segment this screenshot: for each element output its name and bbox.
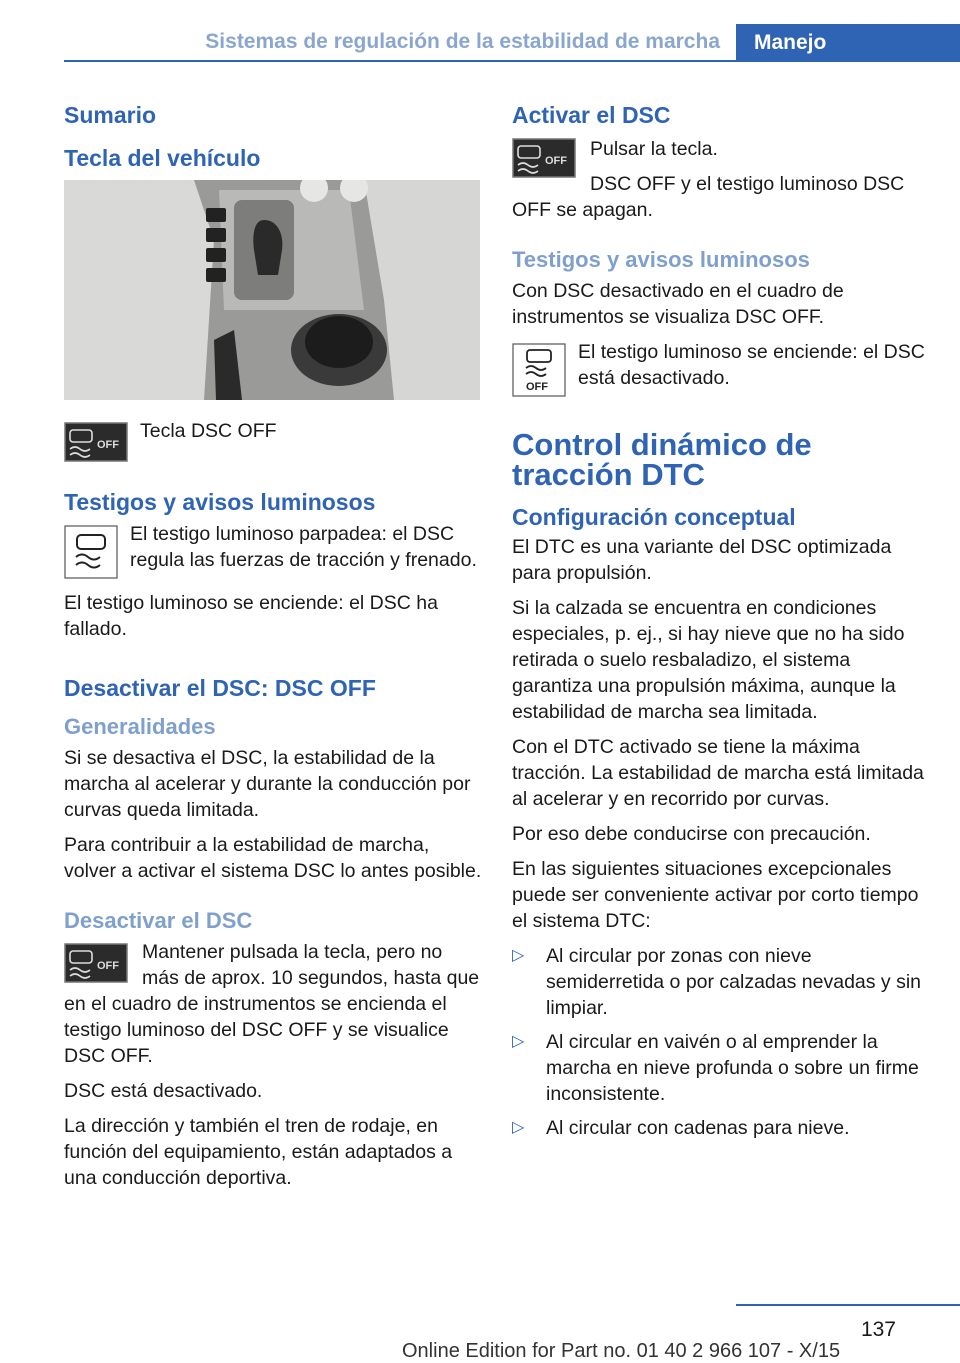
desactivar-block	[64, 939, 482, 1078]
sumario-heading: Sumario	[64, 102, 157, 128]
svg-text:OFF: OFF	[545, 155, 567, 167]
bullet-triangle-icon: ▷	[512, 1119, 525, 1136]
testigos-heading-left: Testigos y avisos luminosos	[64, 489, 376, 515]
footer-rule	[736, 1304, 960, 1306]
testigos-heading-right: Testigos y avisos luminosos	[512, 247, 810, 272]
dsc-off-key-row	[64, 418, 482, 467]
dsc-warning-icon	[64, 525, 118, 584]
generalidades-heading: Generalidades	[64, 714, 216, 739]
config-p2: Si la calzada se encuentra en condiciones especiales, p. ej., si hay nieve que no ha sido retirada o suelo resbaladizo, el sistema garantiza una propulsión máxima, aunque la estabilidad de marcha sea limitada.	[512, 597, 905, 723]
dsc-off-key-icon-2	[64, 943, 128, 988]
svg-text:OFF: OFF	[526, 381, 548, 393]
dtc-situation-list	[512, 943, 926, 1141]
footer-edition: Online Edition for Part no. 01 40 2 966 107 - X/15	[402, 1340, 841, 1362]
activar-p2: DSC OFF y el testigo luminoso DSC OFF se apagan.	[512, 173, 905, 221]
bullet-triangle-icon: ▷	[512, 947, 525, 964]
left-column	[64, 100, 482, 1200]
dsc-fault-text: El testigo luminoso se enciende: el DSC ha fallado.	[64, 592, 438, 640]
svg-text:OFF: OFF	[97, 960, 119, 972]
desactivar-heading: Desactivar el DSC: DSC OFF	[64, 675, 376, 701]
dtc-heading: Control dinámico de tracción DTC	[512, 427, 812, 492]
activar-heading: Activar el DSC	[512, 102, 671, 128]
config-heading: Configuración conceptual	[512, 504, 796, 530]
activar-p1: Pulsar la tecla.	[590, 138, 718, 160]
list-item: ▷ Al circular con cadenas para nieve.	[512, 1117, 850, 1139]
generalidades-p2: Para contribuir a la estabilidad de marcha, volver a activar el sistema DSC lo antes posible.	[64, 834, 482, 882]
desactivar-p2: DSC está desactivado.	[64, 1080, 263, 1102]
tecla-heading: Tecla del vehículo	[64, 145, 261, 171]
dsc-off-lamp-row	[512, 339, 926, 402]
dsc-flash-row	[64, 521, 482, 584]
list-item: ▷ Al circular en vaivén o al emprender la marcha en nieve profunda o sobre un firme inconsistente.	[512, 1031, 919, 1105]
desactivar-sub-heading: Desactivar el DSC	[64, 908, 253, 933]
bullet-triangle-icon: ▷	[512, 1033, 525, 1050]
center-console-photo	[64, 180, 480, 400]
right-column	[512, 100, 926, 1149]
header-section-title: Sistemas de regulación de la estabilidad de marcha	[205, 30, 720, 53]
config-p4: Por eso debe conducirse con precaución.	[512, 823, 871, 845]
dsc-flash-text: El testigo luminoso parpadea: el DSC regula las fuerzas de tracción y frenado.	[130, 523, 477, 571]
list-item: ▷ Al circular por zonas con nieve semiderretida o por calzadas nevadas y sin limpiar.	[512, 945, 922, 1019]
config-p3: Con el DTC activado se tiene la máxima tracción. La estabilidad de marcha está limitada al acelerar y en recorrido por curvas.	[512, 736, 924, 810]
svg-text:OFF: OFF	[97, 439, 119, 451]
dsc-off-key-caption: Tecla DSC OFF	[140, 420, 277, 442]
dsc-off-lamp-icon	[512, 343, 566, 402]
header-chapter-tab: Manejo	[736, 24, 960, 62]
dsc-off-lamp-text: El testigo luminoso se enciende: el DSC está desactivado.	[578, 341, 925, 389]
testigos-right-p1: Con DSC desactivado en el cuadro de instrumentos se visualiza DSC OFF.	[512, 280, 844, 328]
dsc-off-key-icon	[64, 422, 128, 467]
generalidades-p1: Si se desactiva el DSC, la estabilidad de la marcha al acelerar y durante la conducción por curvas queda limitada.	[64, 747, 471, 821]
desactivar-p1: Mantener pulsada la tecla, pero no más de aprox. 10 segundos, hasta que en el cuadro de instrumentos se encienda el testigo luminoso del DSC OFF y se visualice DSC OFF.	[64, 941, 480, 1067]
dsc-off-key-icon-3	[512, 138, 576, 183]
config-p5: En las siguientes situaciones excepcionales puede ser conveniente activar por corto tiempo el sistema DTC:	[512, 858, 919, 932]
activar-block	[512, 136, 926, 232]
config-p1: El DTC es una variante del DSC optimizada para propulsión.	[512, 536, 892, 584]
page-number: 137	[860, 1318, 896, 1341]
desactivar-p3: La dirección y también el tren de rodaje, en función del equipamiento, están adaptados a una conducción deportiva.	[64, 1115, 453, 1189]
